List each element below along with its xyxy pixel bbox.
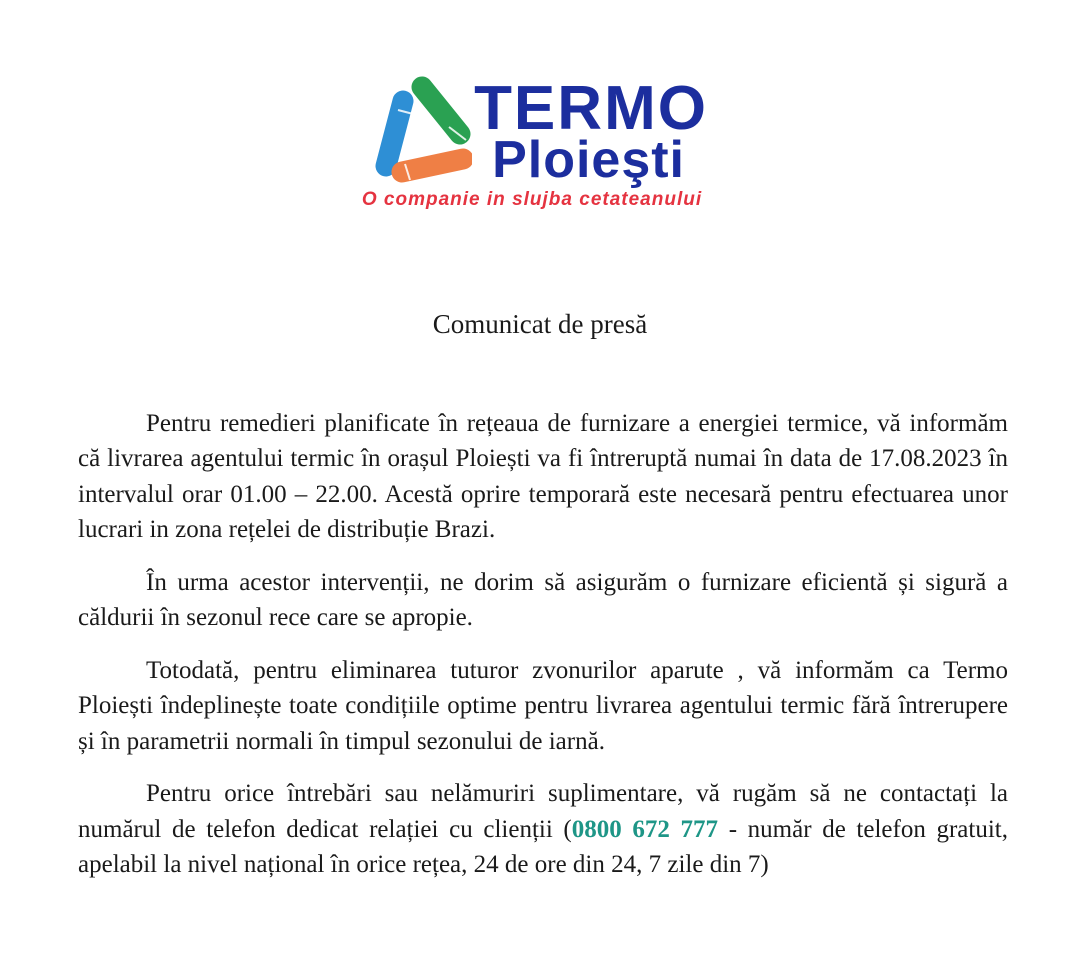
paragraph-2: În urma acestor intervenții, ne dorim să asigurăm o furnizare eficientă și sigură a căldurii în sezonul rece care se apropie. — [78, 568, 1008, 632]
paragraph-3: Totodată, pentru eliminarea tuturor zvonurilor aparute , vă informăm ca Termo Ploiești îndeplinește toate condițiile optime pentru livrarea agentului termic fără întrerupere și în parametrii normali în timpul sezonului de iarnă. — [78, 656, 1008, 755]
paragraph-contact — [78, 776, 1008, 883]
termo-logo — [0, 0, 1080, 190]
page-title: Comunicat de presă — [432, 308, 648, 339]
contact-text-before: Pentru orice întrebări sau nelămuriri suplimentare, vă rugăm să ne contactați la numărul de telefon dedicat relației cu clienții ( — [78, 780, 1008, 843]
logo-slogan: O companie in slujba cetateanului — [361, 188, 703, 210]
logo-brand-bottom: Ploieşti — [492, 131, 686, 190]
contact-text-after: - număr de telefon gratuit, apelabil la nivel național în orice rețea, 24 de ore din 24, 7 zile din 7) — [78, 815, 1008, 879]
logo-wordmark — [474, 72, 708, 190]
logo-inner — [372, 72, 708, 190]
logo-brand-top: TERMO — [474, 74, 708, 143]
phone-number: 0800 672 777 — [571, 815, 719, 843]
recycle-triangle-logo-icon — [372, 72, 472, 184]
paragraph-1: Pentru remedieri planificate în rețeaua de furnizare a energiei termice, vă informăm că livrarea agentului termic în orașul Ploiești va fi întreruptă numai în data de 17.08.2023 în intervalul orar 01.00 – 22.00. Acestă oprire temporară este necesară pentru efectuarea unor lucrari in zona rețelei de distribuție Brazi. — [78, 409, 1008, 544]
document-body — [0, 406, 1080, 883]
